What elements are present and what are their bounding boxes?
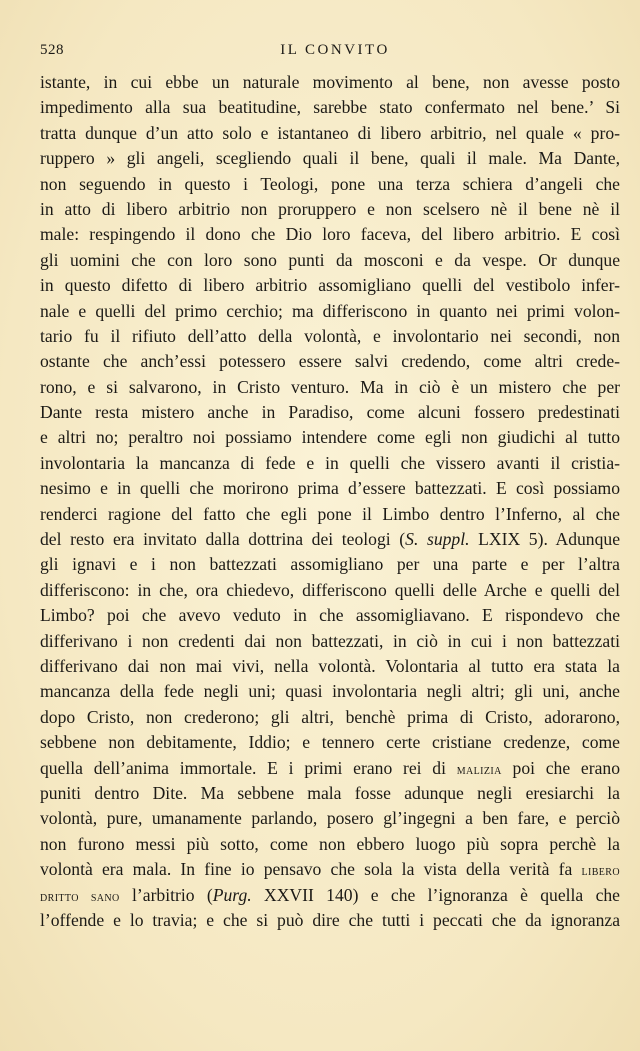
text-line: gli ignavi e i non battezzati assomigliano per una parte e per l’altra [40,554,620,575]
text-line: tario fu il rifiuto dell’atto della volontà, e involontario nei secondi, non [40,325,620,346]
page-header [40,42,620,64]
text-segment: poi che erano [501,757,620,778]
text-line: differivano i non credenti dai non battezzati, in ciò in cui i non battezzati [40,630,620,651]
text-segment: quella dell’anima immortale. E i primi erano rei di [40,757,457,778]
text-line: sebbene non debitamente, Iddio; e tennero certe cristiane credenze, come [40,732,620,753]
text-line: Limbo? poi che avevo veduto in che assomigliavano. E rispondevo che [40,605,620,626]
text-line: in atto di libero arbitrio non proruppero e non scelsero nè il bene nè il [40,198,620,219]
text-line: non furono messi più sotto, come non ebbero luogo più sopra perchè la [40,833,620,854]
text-line: in questo difetto di libero arbitrio assomigliano quelli del vestibolo infer- [40,275,620,296]
text-line: ostante che anch’essi potessero essere salvi credendo, come altri crede- [40,351,620,372]
text-line: male: respingendo il dono che Dio loro faceva, del libero arbitrio. E così [40,224,620,245]
text-segment: LXIX 5). Adunque [469,529,621,550]
citation-italic: S. suppl. [405,529,470,550]
text-segment: XXVII 140) e che l’ignoranza è quella che [251,884,620,905]
text-line [40,883,620,908]
citation-italic: Purg. [212,884,252,905]
text-line: rono, e si salvarono, in Cristo venturo. Ma in ciò è un mistero che per [40,376,620,397]
text-line: renderci ragione del fatto che egli pone il Limbo dentro l’Inferno, al che [40,503,620,524]
text-line: differivano dai non mai vivi, nella volontà. Volontaria al tutto era stata la [40,655,620,676]
text-line [40,756,620,781]
text-line [40,527,620,552]
text-segment: del resto era invitato dalla dottrina dei teologi ( [40,529,406,550]
text-line: differiscono: in che, ora chiedevo, differiscono quelli delle Arche e quelli del [40,579,620,600]
text-line: puniti dentro Dite. Ma sebbene mala fosse adunque negli eresiarchi la [40,782,620,803]
text-line: istante, in cui ebbe un naturale movimento al bene, non avesse posto [40,72,620,92]
text-line: involontaria la mancanza di fede e in quelli che vissero avanti il cristia- [40,452,620,473]
small-caps-term: libero [581,863,620,880]
text-segment: volontà era mala. In fine io pensavo che sola la vista della verità fa [40,859,582,880]
running-head: IL CONVITO [280,42,390,58]
text-line: e altri no; peraltro noi possiamo intendere come egli non giudichi al tutto [40,427,620,448]
text-line: dopo Cristo, non crederono; gli altri, benchè prima di Cristo, adorarono, [40,706,620,727]
small-caps-term: dritto sano [40,888,120,905]
text-segment: l’arbitrio ( [119,884,213,905]
text-line: nale e quelli del primo cerchio; ma differiscono in quanto nei primi volon- [40,300,620,321]
text-line: volontà, pure, umanamente parlando, posero gl’ingegni a ben fare, e perciò [40,808,620,829]
small-caps-term: malizia [456,761,502,778]
text-line: non seguendo in questo i Teologi, pone una terza schiera d’angeli che [40,173,620,194]
text-line: Dante resta mistero anche in Paradiso, come alcuni fossero predestinati [40,402,620,423]
text-line: nesimo e in quelli che morirono prima d’essere battezzati. E così possiamo [40,478,620,499]
text-line: ruppero » gli angeli, scegliendo quali il bene, quali il male. Ma Dante, [40,148,620,169]
text-line: tratta dunque d’un atto solo e istantaneo di libero arbitrio, nel quale « pro- [40,122,620,143]
body-text [40,70,620,933]
text-line: impedimento alla sua beatitudine, sarebbe stato confermato nel bene.’ Si [40,97,620,118]
text-line [40,857,620,882]
page-number: 528 [40,42,64,58]
text-line: mancanza della fede negli uni; quasi involontaria negli altri; gli uni, anche [40,681,620,702]
text-line: l’offende e lo travia; e che si può dire che tutti i peccati che da ignoranza [40,909,620,930]
text-line: gli uomini che con loro sono punti da mosconi e da vespe. Or dunque [40,249,620,270]
